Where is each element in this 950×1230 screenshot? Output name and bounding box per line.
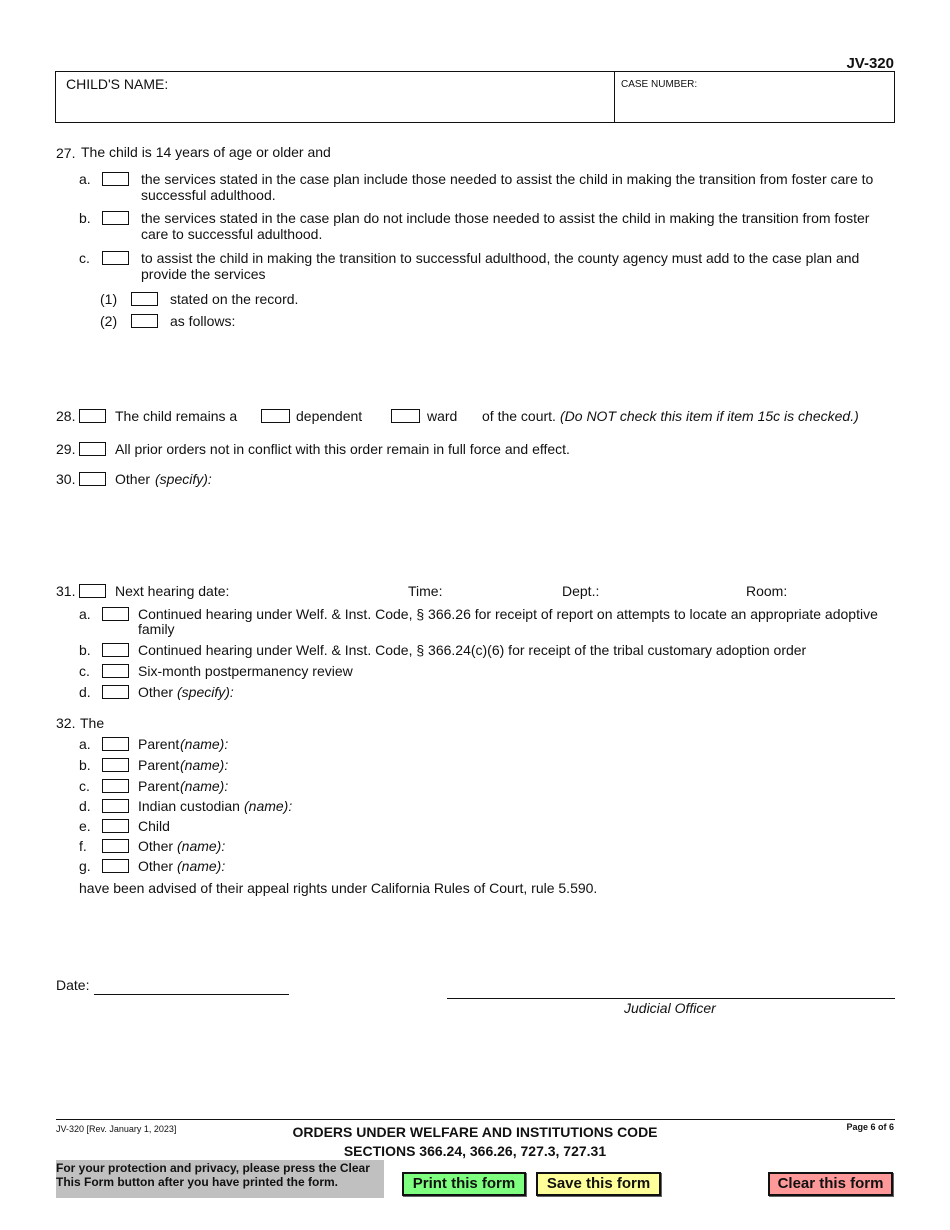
item-29-number: 29. [56,441,76,457]
item-31a-checkbox[interactable] [102,607,129,621]
item-30-text: Other [115,471,151,487]
item-31a-line1: Continued hearing under Welf. & Inst. Code, § 366.26 for receipt of report on attempts to locate an appropriate adoptive [138,606,878,622]
item-27-text: The child is 14 years of age or older and [81,144,331,160]
item-32d-checkbox[interactable] [102,799,129,813]
item-32g-letter: g. [79,858,91,874]
footer-page-number: Page 6 of 6 [846,1122,894,1132]
judicial-officer-label: Judicial Officer [624,1000,716,1016]
item-32g-checkbox[interactable] [102,859,129,873]
caption-divider [614,71,615,123]
item-32e-checkbox[interactable] [102,819,129,833]
footer-title-line1: ORDERS UNDER WELFARE AND INSTITUTIONS CODE [292,1124,658,1140]
item-32d-note: (name): [244,798,293,814]
item-31b-letter: b. [79,642,91,658]
item-29-text: All prior orders not in conflict with this order remain in full force and effect. [115,441,570,457]
item-30-checkbox[interactable] [79,472,106,486]
item-28-ward-checkbox[interactable] [391,409,420,423]
item-32c-note: (name): [180,778,229,794]
item-31-checkbox[interactable] [79,584,106,598]
item-32g-note: (name): [177,858,226,874]
item-27b-checkbox[interactable] [102,211,129,225]
item-32-advised: have been advised of their appeal rights under California Rules of Court, rule 5.590. [79,880,598,896]
item-31-next-hearing-label: Next hearing date: [115,583,230,599]
footer-revision: JV-320 [Rev. January 1, 2023] [56,1124,177,1134]
date-line [94,994,289,995]
item-29-checkbox[interactable] [79,442,106,456]
item-32a-checkbox[interactable] [102,737,129,751]
item-31-time-label: Time: [408,583,443,599]
item-32-number: 32. [56,715,76,731]
item-32f-checkbox[interactable] [102,839,129,853]
item-30-number: 30. [56,471,76,487]
item-31d-letter: d. [79,684,91,700]
item-27b-line2: care to successful adulthood. [141,226,323,242]
item-27c2-field[interactable] [170,332,890,388]
item-32f-letter: f. [79,838,87,854]
item-32b-label: Parent [138,757,180,773]
item-27c2-checkbox[interactable] [131,314,158,328]
item-32d-label: Indian custodian [138,798,240,814]
item-28-of-court: of the court. [482,408,556,424]
item-27c1-number: (1) [100,291,118,307]
item-32f-note: (name): [177,838,226,854]
item-28-dependent-label: dependent [296,408,363,424]
item-27-number: 27. [56,145,76,161]
item-32e-label: Child [138,818,170,834]
item-27c-line1: to assist the child in making the transition to successful adulthood, the county agency must add to the case plan and [141,250,860,266]
item-31d-specify: (specify): [177,684,234,700]
item-32-text: The [80,715,105,731]
item-27a-checkbox[interactable] [102,172,129,186]
item-27a-letter: a. [79,171,91,187]
item-27a-line2: successful adulthood. [141,187,276,203]
item-31-number: 31. [56,583,76,599]
privacy-line1: For your protection and privacy, please press the Clear [56,1161,370,1175]
item-27b-line1: the services stated in the case plan do not include those needed to assist the child in making the transition from foster [141,210,870,226]
item-32b-note: (name): [180,757,229,773]
item-27c1-text: stated on the record. [170,291,299,307]
save-form-button[interactable]: Save this form [536,1172,661,1196]
item-28-checkbox[interactable] [79,409,106,423]
privacy-notice [56,1160,384,1198]
item-32c-label: Parent [138,778,180,794]
item-27c-checkbox[interactable] [102,251,129,265]
case-number-field[interactable] [621,94,887,118]
item-28-number: 28. [56,408,76,424]
footer-rule [56,1119,895,1120]
clear-form-button[interactable]: Clear this form [768,1172,893,1196]
child-name-field[interactable] [66,94,606,118]
child-name-label: CHILD'S NAME: [66,76,169,92]
item-32a-letter: a. [79,736,91,752]
item-30-specify: (specify): [155,471,212,487]
item-32a-label: Parent [138,736,180,752]
item-32g-label: Other [138,858,174,874]
item-27b-letter: b. [79,210,91,226]
item-31c-text: Six-month postpermanency review [138,663,353,679]
privacy-line2: This Form button after you have printed the form. [56,1175,339,1189]
item-27c1-checkbox[interactable] [131,292,158,306]
item-28-ward-label: ward [427,408,458,424]
item-27a-line1: the services stated in the case plan include those needed to assist the child in making the transition from foster care to [141,171,874,187]
item-32f-label: Other [138,838,174,854]
item-32e-letter: e. [79,818,91,834]
item-28-note: (Do NOT check this item if item 15c is checked.) [560,408,859,424]
print-form-button[interactable]: Print this form [402,1172,526,1196]
item-28-text: The child remains a [115,408,238,424]
item-32b-letter: b. [79,757,91,773]
item-31-room-label: Room: [746,583,788,599]
item-31b-checkbox[interactable] [102,643,129,657]
item-27c-line2: provide the services [141,266,266,282]
date-field[interactable] [94,974,289,994]
item-32c-letter: c. [79,778,90,794]
item-31d-text: Other [138,684,174,700]
judicial-officer-line [447,998,895,999]
item-32b-checkbox[interactable] [102,758,129,772]
case-number-label: CASE NUMBER: [621,79,698,90]
date-label: Date: [56,977,90,993]
item-32c-checkbox[interactable] [102,779,129,793]
item-31d-checkbox[interactable] [102,685,129,699]
item-31b-text: Continued hearing under Welf. & Inst. Code, § 366.24(c)(6) for receipt of the tribal customary adoption order [138,642,807,658]
item-32a-note: (name): [180,736,229,752]
item-31a-letter: a. [79,606,91,622]
item-30-field[interactable] [115,490,890,570]
item-32d-letter: d. [79,798,91,814]
item-31c-checkbox[interactable] [102,664,129,678]
footer-title-line2: SECTIONS 366.24, 366.26, 727.3, 727.31 [343,1143,607,1159]
item-31-dept-label: Dept.: [562,583,600,599]
item-31c-letter: c. [79,663,90,679]
item-27c-letter: c. [79,250,90,266]
item-31a-line2: family [138,621,175,637]
form-id: JV-320 [846,55,894,72]
item-27c2-text: as follows: [170,313,236,329]
item-28-dependent-checkbox[interactable] [261,409,290,423]
item-27c2-number: (2) [100,313,118,329]
